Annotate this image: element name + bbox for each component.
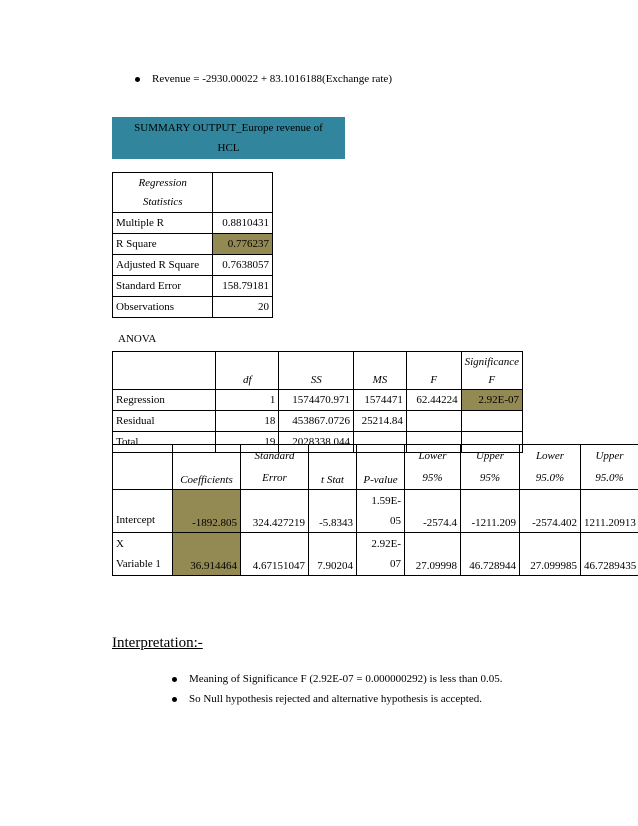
anova-header-row	[113, 352, 523, 390]
row-label-intercept: Intercept	[113, 490, 173, 533]
variable-coefficient: 36.914464	[173, 533, 241, 576]
table-row: Total 19 2028338.044	[113, 432, 523, 453]
coefficients-table	[112, 444, 638, 576]
summary-title-line-2: HCL	[217, 142, 240, 154]
table-row: Residual 18 453867.0726 25214.84	[113, 411, 523, 432]
col-header-t-stat: t Stat	[309, 445, 357, 490]
significance-f-value: 2.92E-07	[461, 390, 522, 411]
table-row: Intercept -1892.805 324.427219 -5.8343 1.59E- 05 -2574.4 -1211.209 -2574.402 1211.20913	[113, 490, 638, 533]
interpretation-point: So Null hypothesis rejected and alternative hypothesis is accepted.	[172, 693, 482, 705]
equation-text: Revenue = -2930.00022 + 83.1016188(Exchange rate)	[152, 73, 392, 85]
stat-value: 0.7638057	[213, 255, 273, 276]
summary-title-line-1: SUMMARY OUTPUT_Europe revenue of	[134, 122, 323, 134]
regression-statistics-table	[112, 172, 273, 318]
anova-label: ANOVA	[118, 333, 157, 345]
table-row	[113, 276, 273, 297]
table-row: X Variable 1 36.914464 4.67151047 7.90204 2.92E- 07 27.09998 46.728944 27.099985 46.7289435	[113, 533, 638, 576]
table-row	[113, 234, 273, 255]
col-header-df: df	[216, 352, 279, 390]
table-row	[113, 213, 273, 234]
interpretation-point: Meaning of Significance F (2.92E-07 = 0.000000292) is less than 0.05.	[172, 673, 503, 685]
bullet-dot	[135, 77, 140, 82]
col-header-ms: MS	[354, 352, 407, 390]
r-square-value: 0.776237	[213, 234, 273, 255]
col-header-standard-error: Standard Error	[241, 445, 309, 490]
col-header-ss: SS	[279, 352, 354, 390]
stat-label: Adjusted R Square	[113, 255, 213, 276]
intercept-coefficient: -1892.805	[173, 490, 241, 533]
table-row	[113, 297, 273, 318]
table-row: Regression 1 1574470.971 1574471 62.44224 2.92E-07	[113, 390, 523, 411]
anova-table	[112, 351, 523, 453]
stat-value: 158.79181	[213, 276, 273, 297]
summary-output-title	[112, 117, 345, 159]
col-header-f: F	[406, 352, 461, 390]
col-header-coefficients: Coefficients	[173, 445, 241, 490]
regression-statistics-header: Regression Statistics	[113, 173, 213, 213]
table-row	[113, 255, 273, 276]
col-header-lower-95-0: Lower 95.0%	[520, 445, 581, 490]
stat-value: 0.8810431	[213, 213, 273, 234]
col-header-p-value: P-value	[357, 445, 405, 490]
coefficients-header-row	[113, 445, 638, 490]
col-header-lower-95: Lower 95%	[405, 445, 461, 490]
row-label-variable: X Variable 1	[113, 533, 173, 576]
stat-label: Standard Error	[113, 276, 213, 297]
stat-label: Multiple R	[113, 213, 213, 234]
interpretation-heading: Interpretation:-	[112, 635, 203, 651]
stat-label: Observations	[113, 297, 213, 318]
bullet-dot	[172, 677, 177, 682]
bullet-dot	[172, 697, 177, 702]
equation-line	[135, 73, 392, 85]
stat-value: 20	[213, 297, 273, 318]
col-header-upper-95-0: Upper 95.0%	[581, 445, 638, 490]
stat-label: R Square	[113, 234, 213, 255]
col-header-upper-95: Upper 95%	[461, 445, 520, 490]
col-header-significance: Significance F	[461, 352, 522, 390]
